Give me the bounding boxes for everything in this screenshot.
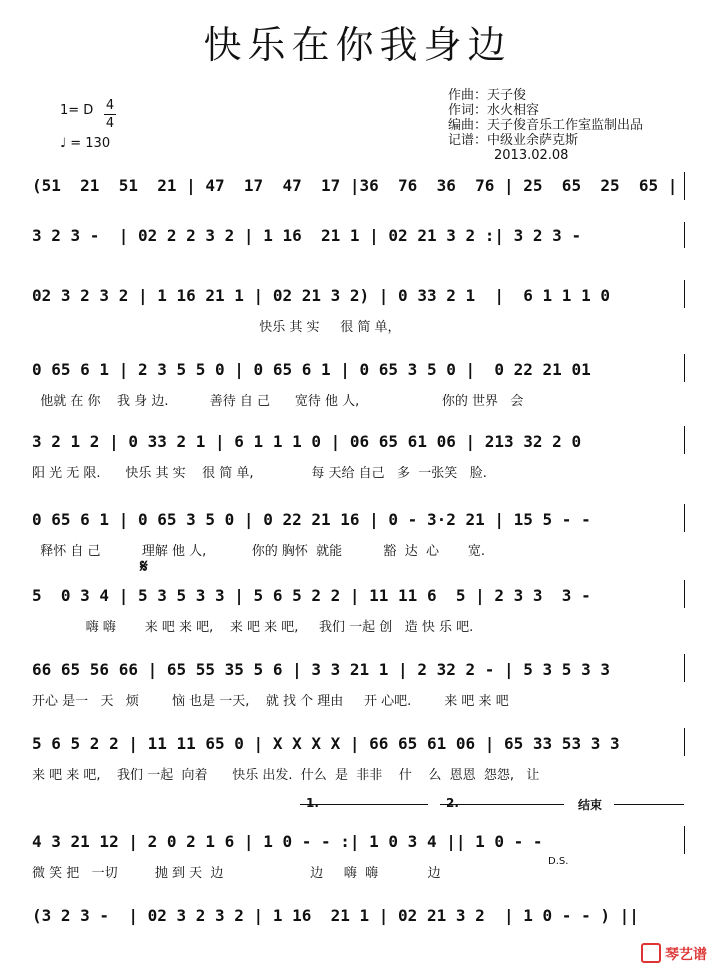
lyrics-row-8: 开心 是一 天 烦 恼 也是 一天, 就 找 个 理由 开 心吧. 来 吧 来 吧: [32, 694, 509, 709]
volta-first: 1.: [306, 796, 319, 810]
logo-icon: [641, 943, 661, 963]
lyrics-row-6: 释怀 自 己 理解 他 人, 你的 胸怀 就能 豁 达 心 宽.: [32, 544, 486, 559]
tempo-marking: ♩ = 130: [60, 136, 111, 151]
volta-second-line: [440, 804, 564, 805]
barline: [684, 280, 685, 308]
site-logo: [641, 943, 707, 964]
logo-text: 琴艺谱: [665, 947, 707, 963]
segno-icon: 𝄋: [140, 556, 148, 577]
notes-row-4: 0 65 6 1 | 2 3 5 5 0 | 0 65 6 1 | 0 65 3 5 0 | 0 22 21 01: [32, 360, 591, 379]
barline: [684, 222, 685, 248]
barline: [684, 654, 685, 682]
notes-row-1: (51 21 51 21 | 47 17 47 17 |36 76 36 76 | 25 65 25 65 |: [32, 176, 678, 195]
lyrics-row-9: 来 吧 来 吧, 我们 一起 向着 快乐 出发. 什么 是 非非 什 么 恩恩 怨怨, 让: [32, 768, 540, 783]
notes-row-10: 4 3 21 12 | 2 0 2 1 6 | 1 0 - - :| 1 0 3 4 || 1 0 - -: [32, 832, 543, 851]
notes-row-7: 5 0 3 4 | 5 3 5 3 3 | 5 6 5 2 2 | 11 11 6 5 | 2 3 3 3 -: [32, 586, 591, 605]
time-signature: [104, 98, 116, 131]
coda-line: [614, 804, 684, 805]
time-divider: [104, 114, 116, 115]
lyricist-credit: 作词：水火相容: [448, 103, 540, 118]
barline: [684, 504, 685, 532]
notes-row-11: (3 2 3 - | 02 3 2 3 2 | 1 16 21 1 | 02 21 3 2 | 1 0 - - ) ||: [32, 906, 639, 925]
key-signature: 1= D: [60, 103, 94, 118]
ds-marking: D.S.: [548, 856, 569, 867]
transcriber-credit: 记谱：中级业余萨克斯: [448, 133, 579, 148]
barline: [684, 426, 685, 454]
composer-credit: 作曲：天子俊: [448, 88, 527, 103]
lyrics-row-3: 快乐 其 实 很 简 单，: [32, 320, 401, 335]
time-top: 4: [105, 98, 115, 113]
notes-row-5: 3 2 1 2 | 0 33 2 1 | 6 1 1 1 0 | 06 65 61 06 | 213 32 2 0: [32, 432, 582, 451]
lyrics-row-4: 他就 在 你 我 身 边. 善待 自 己 宽待 他 人, 你的 世界 会: [32, 394, 524, 409]
barline: [684, 826, 685, 854]
notes-row-3: 02 3 2 3 2 | 1 16 21 1 | 02 21 3 2) | 0 33 2 1 | 6 1 1 1 0: [32, 286, 610, 305]
song-title: 快乐在你我身边: [203, 23, 512, 67]
time-bottom: 4: [105, 116, 115, 131]
notes-row-6: 0 65 6 1 | 0 65 3 5 0 | 0 22 21 16 | 0 - 3·2 21 | 15 5 - -: [32, 510, 591, 529]
lyrics-row-10: 微 笑 把 一切 抛 到 天 边 边 嗨 嗨 边: [32, 866, 441, 881]
notes-row-2: 3 2 3 - | 02 2 2 3 2 | 1 16 21 1 | 02 21 3 2 :| 3 2 3 -: [32, 226, 591, 245]
volta-first-line: [300, 804, 428, 805]
coda-label: 结束: [578, 798, 603, 812]
volta-second: 2.: [446, 796, 459, 810]
transcribe-date: 2013.02.08: [494, 148, 569, 163]
barline: [684, 580, 685, 608]
lyrics-row-5: 阳 光 无 限. 快乐 其 实 很 简 单, 每 天给 自己 多 一张笑 脸.: [32, 466, 487, 481]
notes-row-9: 5 6 5 2 2 | 11 11 65 0 | X X X X | 66 65 61 06 | 65 33 53 3 3: [32, 734, 620, 753]
notes-row-8: 66 65 56 66 | 65 55 35 5 6 | 3 3 21 1 | 2 32 2 - | 5 3 5 3 3: [32, 660, 610, 679]
lyrics-row-7: 嗨 嗨 来 吧 来 吧, 来 吧 来 吧, 我们 一起 创 造 快 乐 吧.: [32, 620, 474, 635]
arranger-credit: 编曲：天子俊音乐工作室监制出品: [448, 118, 644, 133]
credits-block: [448, 88, 643, 163]
barline: [684, 728, 685, 756]
barline: [684, 172, 685, 200]
barline: [684, 354, 685, 382]
